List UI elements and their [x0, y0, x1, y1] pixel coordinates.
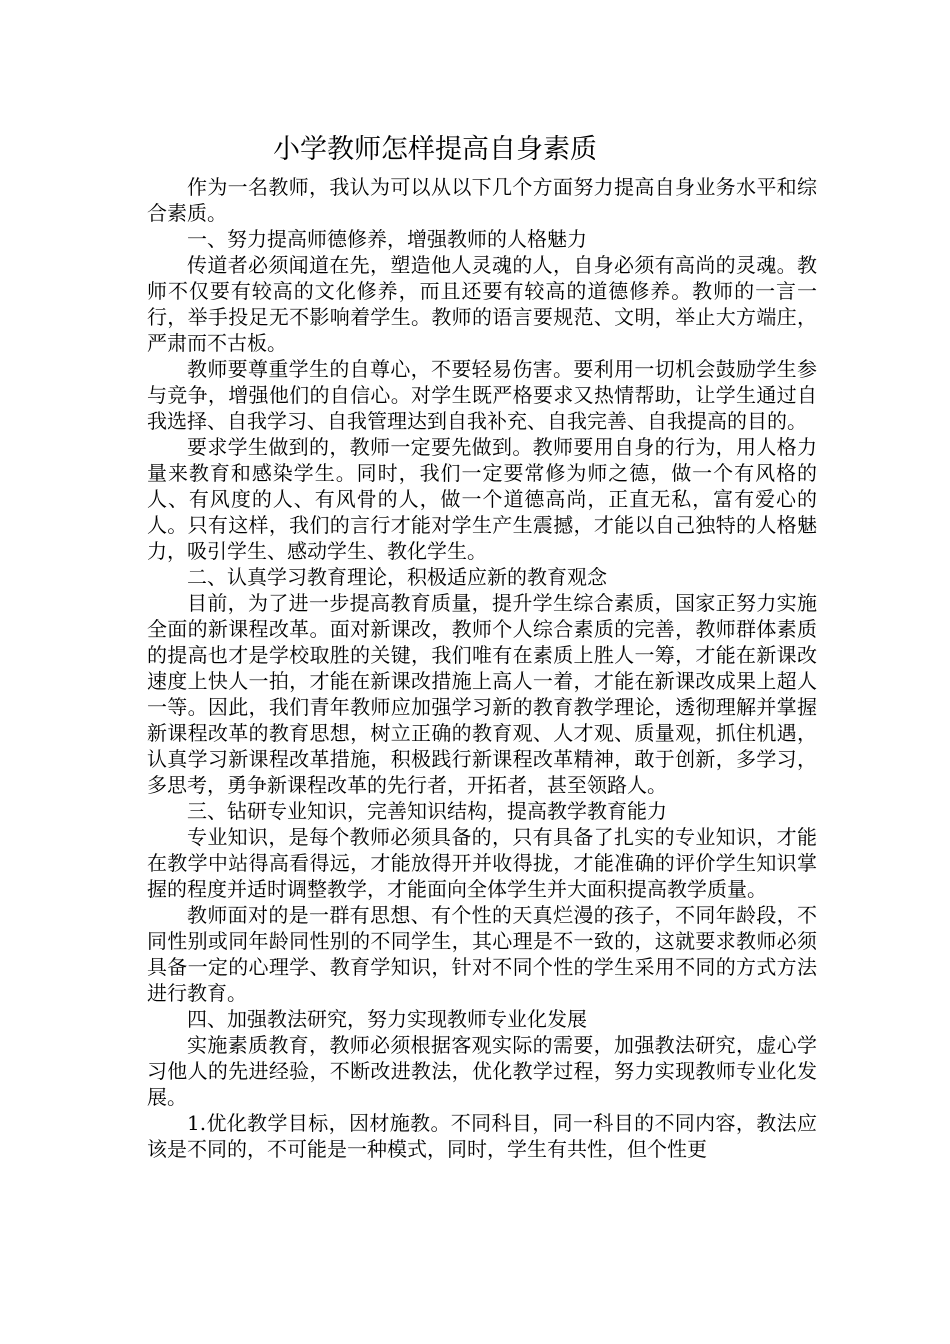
section-heading-2: 二、认真学习教育理论，积极适应新的教育观念 — [187, 565, 607, 589]
paragraph-numbered: 1.优化教学目标，因材施教。不同科目，同一科目的不同内容，教法应该是不同的，不可能是一种模式，同时，学生有共性，但个性更 — [147, 1111, 817, 1161]
paragraph-intro: 作为一名教师，我认为可以从以下几个方面努力提高自身业务水平和综合素质。 — [147, 175, 817, 225]
paragraph: 实施素质教育，教师必须根据客观实际的需要，加强教法研究，虚心学习他人的先进经验，不断改进教法，优化教学过程，努力实现教师专业化发展。 — [147, 1033, 817, 1109]
paragraph: 教师面对的是一群有思想、有个性的天真烂漫的孩子，不同年龄段，不同性别或同年龄同性别的不同学生，其心理是不一致的，这就要求教师必须具备一定的心理学、教育学知识，针对不同个性的学生采用不同的方式方法进行教育。 — [147, 903, 817, 1005]
document-title: 小学教师怎样提高自身素质 — [273, 134, 597, 165]
paragraph: 目前，为了进一步提高教育质量，提升学生综合素质，国家正努力实施全面的新课程改革。面对新课改，教师个人综合素质的完善，教师群体素质的提高也才是学校取胜的关键，我们唯有在素质上胜人一筹，才能在新课改速度上快人一拍，才能在新课改措施上高人一着，才能在新课改成果上超人一等。因此，我们青年教师应加强学习新的教育教学理论，透彻理解并掌握新课程改革的教育思想，树立正确的教育观、人才观、质量观，抓住机遇，认真学习新课程改革措施，积极践行新课程改革精神，敢于创新，多学习，多思考，勇争新课程改革的先行者，开拓者，甚至领路人。 — [147, 591, 817, 797]
section-heading-3: 三、钻研专业知识，完善知识结构，提高教学教育能力 — [187, 799, 667, 823]
document-body — [147, 174, 817, 1162]
section-heading-4: 四、加强教法研究，努力实现教师专业化发展 — [187, 1007, 587, 1031]
paragraph: 教师要尊重学生的自尊心，不要轻易伤害。要利用一切机会鼓励学生参与竞争，增强他们的自信心。对学生既严格要求又热情帮助，让学生通过自我选择、自我学习、自我管理达到自我补充、自我完善、自我提高的目的。 — [147, 357, 817, 433]
section-heading-1: 一、努力提高师德修养，增强教师的人格魅力 — [187, 227, 587, 251]
paragraph: 要求学生做到的，教师一定要先做到。教师要用自身的行为，用人格力量来教育和感染学生。同时，我们一定要常修为师之德，做一个有风格的人、有风度的人、有风骨的人，做一个道德高尚，正直无私，富有爱心的人。只有这样，我们的言行才能对学生产生震撼，才能以自己独特的人格魅力，吸引学生、感动学生、教化学生。 — [147, 435, 817, 563]
paragraph: 专业知识，是每个教师必须具备的，只有具备了扎实的专业知识，才能在教学中站得高看得远，才能放得开并收得拢，才能准确的评价学生知识掌握的程度并适时调整教学，才能面向全体学生并大面积提高教学质量。 — [147, 825, 817, 901]
paragraph: 传道者必须闻道在先，塑造他人灵魂的人，自身必须有高尚的灵魂。教师不仅要有较高的文化修养，而且还要有较高的道德修养。教师的一言一行，举手投足无不影响着学生。教师的语言要规范、文明，举止大方端庄，严肃而不古板。 — [147, 253, 817, 355]
